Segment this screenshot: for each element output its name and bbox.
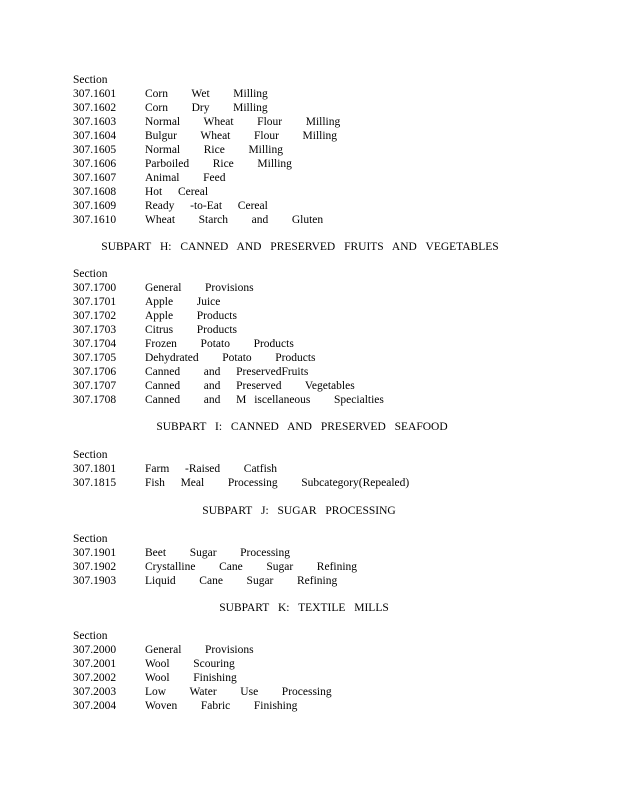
section-number: 307.2001 — [73, 658, 117, 670]
section-row — [73, 115, 593, 129]
section-title: Animal Feed — [145, 172, 226, 184]
section-row — [73, 546, 593, 560]
section-row — [73, 157, 593, 171]
section-row — [73, 101, 593, 115]
section-title: Frozen Potato Products — [145, 338, 294, 350]
section-title: Bulgur Wheat Flour Milling — [145, 130, 338, 142]
section-number: 307.2003 — [73, 686, 117, 698]
section-row — [73, 87, 593, 101]
section-title: Dehydrated Potato Products — [145, 352, 316, 364]
section-list — [73, 73, 593, 227]
section-title: Woven Fabric Finishing — [145, 700, 298, 712]
section-number: 307.1702 — [73, 310, 117, 322]
section-number: 307.1604 — [73, 130, 117, 142]
section-list — [73, 267, 593, 407]
subpart-heading: SUBPART H: CANNED AND PRESERVED FRUITS AND VEGETABLES — [101, 241, 499, 253]
section-row — [73, 213, 593, 227]
section-title: Fish Meal Processing Subcategory(Repealed) — [145, 477, 410, 489]
section-number: 307.1801 — [73, 463, 117, 475]
section-column-label: Section — [73, 533, 108, 545]
section-number: 307.1610 — [73, 214, 117, 226]
section-number: 307.1706 — [73, 366, 117, 378]
section-row — [73, 393, 593, 407]
section-row — [73, 462, 593, 476]
subpart-heading: SUBPART J: SUGAR PROCESSING — [202, 505, 396, 517]
section-title: Normal Rice Milling — [145, 144, 283, 156]
section-row — [73, 476, 593, 490]
section-list — [73, 532, 593, 588]
section-number: 307.1707 — [73, 380, 117, 392]
section-number: 307.1902 — [73, 561, 117, 573]
section-row — [73, 351, 593, 365]
section-row — [73, 379, 593, 393]
section-title: Wool Scouring — [145, 658, 235, 670]
section-title: Canned and PreservedFruits — [145, 366, 309, 378]
section-title: Farm -Raised Catfish — [145, 463, 277, 475]
section-number: 307.1704 — [73, 338, 117, 350]
section-title: Wheat Starch and Gluten — [145, 214, 324, 226]
section-number: 307.2004 — [73, 700, 117, 712]
section-list — [73, 448, 593, 490]
section-title: Crystalline Cane Sugar Refining — [145, 561, 358, 573]
section-number: 307.1606 — [73, 158, 117, 170]
section-number: 307.1708 — [73, 394, 117, 406]
section-row — [73, 685, 593, 699]
section-title: Canned and M iscellaneous Specialties — [145, 394, 384, 406]
section-row — [73, 185, 593, 199]
section-title: Low Water Use Processing — [145, 686, 332, 698]
section-number: 307.1605 — [73, 144, 117, 156]
section-title: Ready -to-Eat Cereal — [145, 200, 268, 212]
section-row — [73, 143, 593, 157]
section-number: 307.1705 — [73, 352, 117, 364]
section-row — [73, 657, 593, 671]
section-row — [73, 574, 593, 588]
section-number: 307.1607 — [73, 172, 117, 184]
section-title: Normal Wheat Flour Milling — [145, 116, 341, 128]
section-list — [73, 629, 593, 713]
section-row — [73, 699, 593, 713]
section-row — [73, 281, 593, 295]
section-title: Canned and Preserved Vegetables — [145, 380, 355, 392]
section-title: Hot Cereal — [145, 186, 209, 198]
section-title: General Provisions — [145, 644, 254, 656]
section-title: Corn Dry Milling — [145, 102, 268, 114]
section-number: 307.1815 — [73, 477, 117, 489]
section-row — [73, 337, 593, 351]
section-number: 307.1701 — [73, 296, 117, 308]
section-title: Apple Juice — [145, 296, 221, 308]
section-title: General Provisions — [145, 282, 254, 294]
section-title: Liquid Cane Sugar Refining — [145, 575, 338, 587]
section-row — [73, 323, 593, 337]
section-row — [73, 671, 593, 685]
section-row — [73, 295, 593, 309]
subpart-heading: SUBPART K: TEXTILE MILLS — [219, 602, 389, 614]
section-column-label: Section — [73, 74, 108, 86]
section-title: Citrus Products — [145, 324, 237, 336]
section-row — [73, 309, 593, 323]
section-title: Apple Products — [145, 310, 237, 322]
section-title: Corn Wet Milling — [145, 88, 268, 100]
section-title: Parboiled Rice Milling — [145, 158, 292, 170]
subpart-heading: SUBPART I: CANNED AND PRESERVED SEAFOOD — [156, 421, 448, 433]
section-title: Wool Finishing — [145, 672, 237, 684]
section-number: 307.1901 — [73, 547, 117, 559]
section-title: Beet Sugar Processing — [145, 547, 290, 559]
section-number: 307.1903 — [73, 575, 117, 587]
section-row — [73, 365, 593, 379]
section-row — [73, 199, 593, 213]
section-number: 307.2002 — [73, 672, 117, 684]
section-column-label: Section — [73, 449, 108, 461]
section-column-label: Section — [73, 630, 108, 642]
section-row — [73, 560, 593, 574]
section-row — [73, 643, 593, 657]
section-row — [73, 171, 593, 185]
section-column-label: Section — [73, 268, 108, 280]
section-number: 307.1601 — [73, 88, 117, 100]
section-number: 307.1703 — [73, 324, 117, 336]
section-number: 307.1700 — [73, 282, 117, 294]
section-number: 307.1608 — [73, 186, 117, 198]
section-number: 307.2000 — [73, 644, 117, 656]
section-number: 307.1602 — [73, 102, 117, 114]
section-number: 307.1609 — [73, 200, 117, 212]
section-row — [73, 129, 593, 143]
section-number: 307.1603 — [73, 116, 117, 128]
